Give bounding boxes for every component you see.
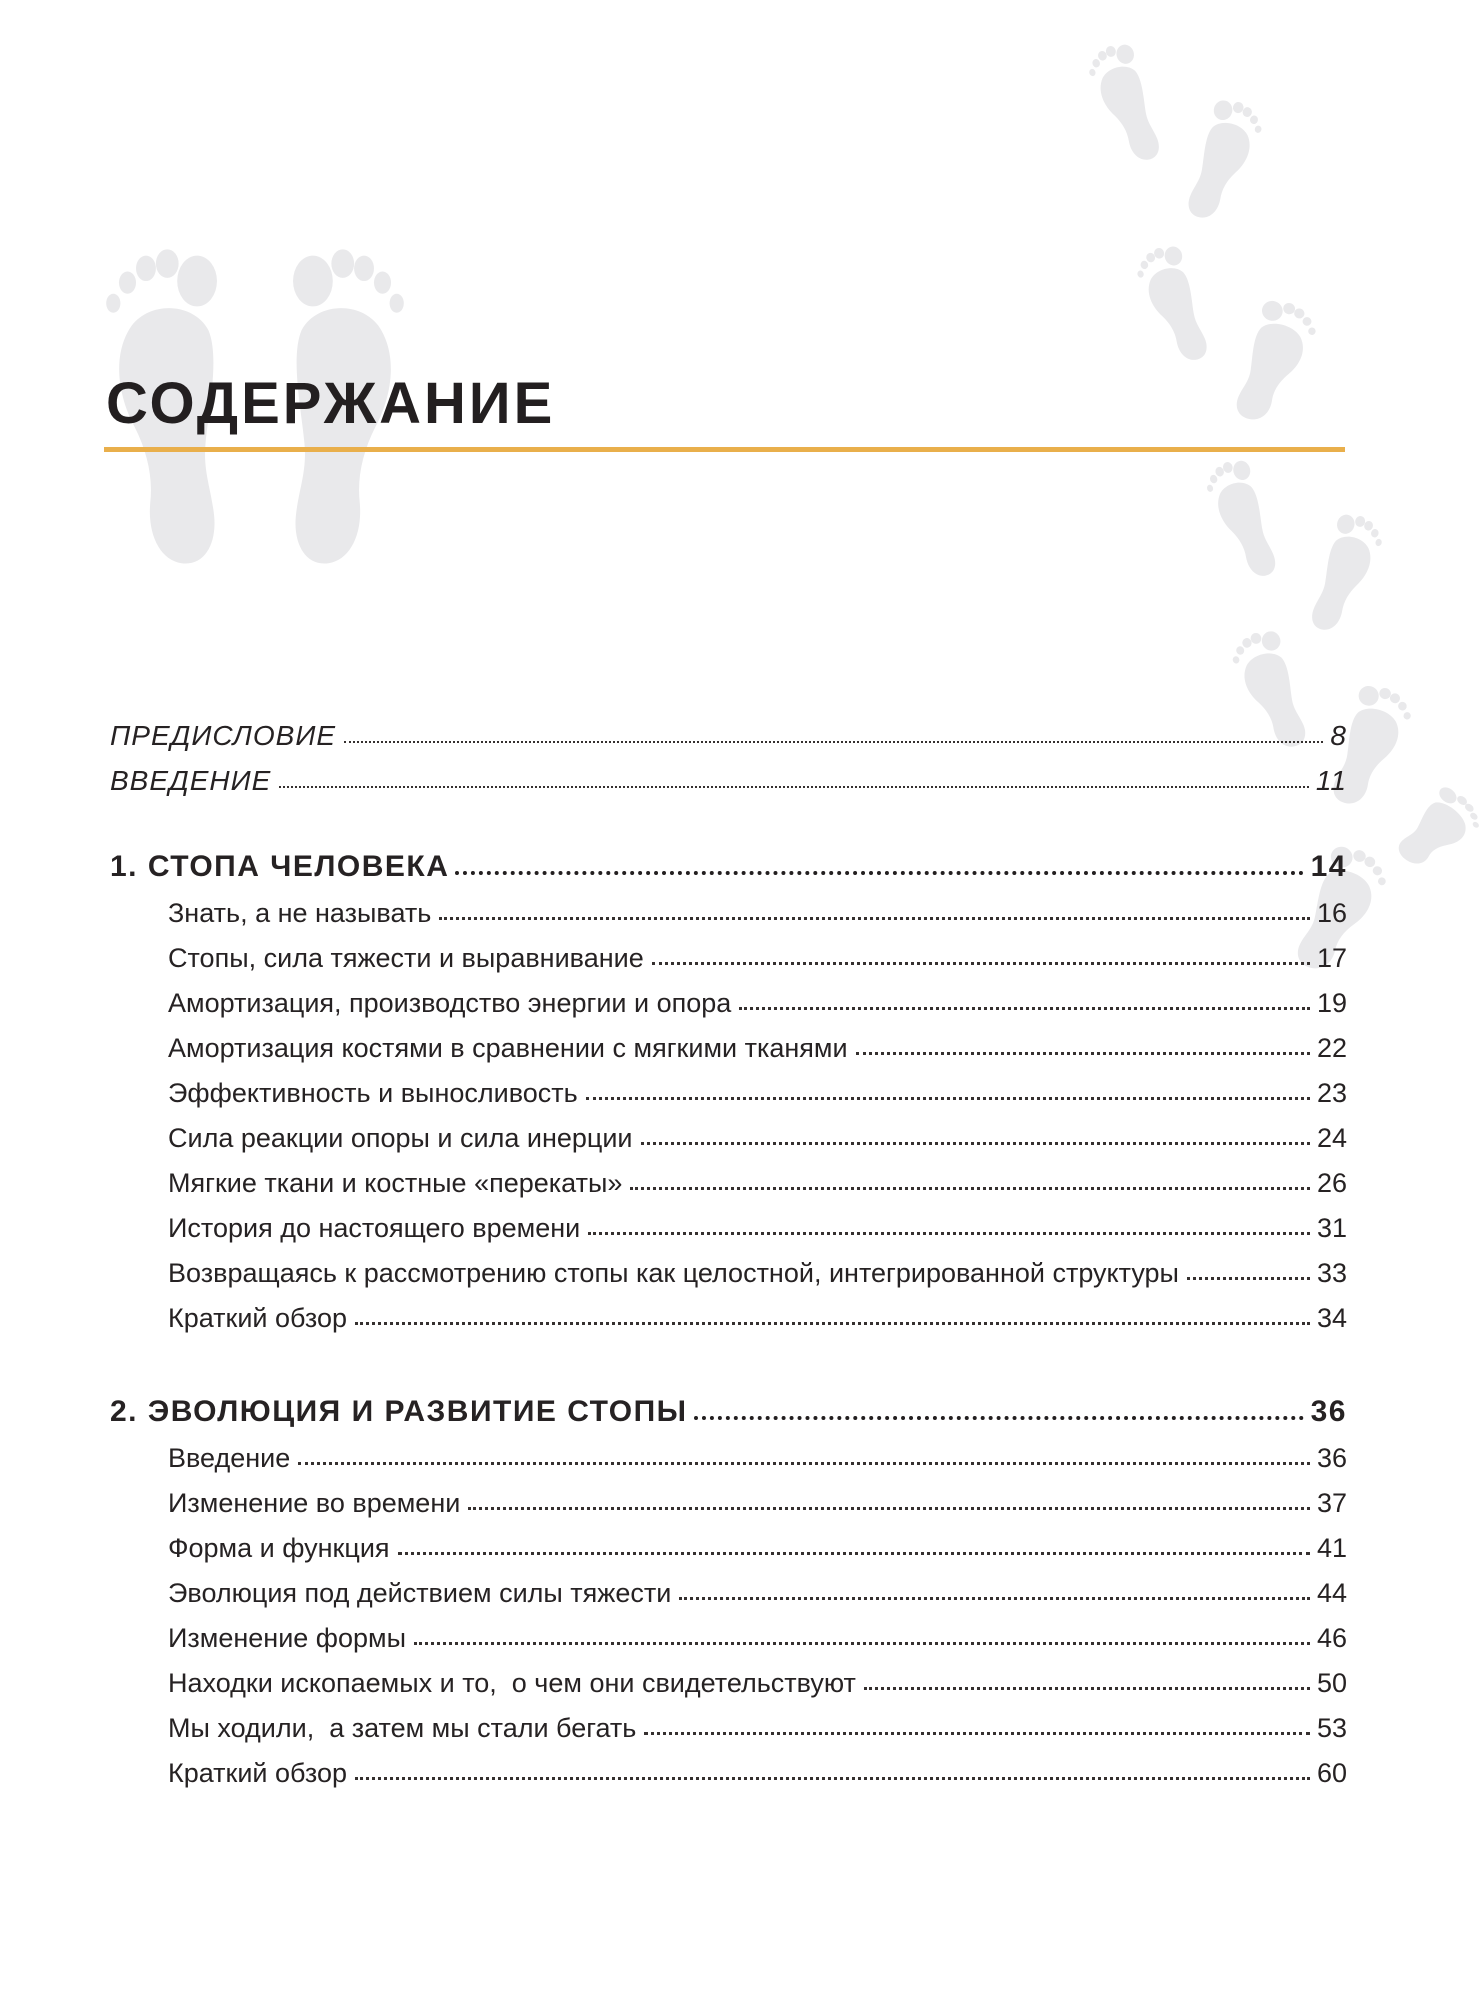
dot-leader (856, 1052, 1310, 1055)
toc-entry (110, 1062, 1347, 1107)
toc-entry-label: Стопы, сила тяжести и выравнивание (168, 943, 644, 973)
footprint-icon (1223, 291, 1329, 433)
toc-entry-page: 31 (1316, 1213, 1347, 1243)
dot-leader (439, 917, 1310, 920)
toc-chapter-label: 1. СТОПА ЧЕЛОВЕКА (110, 850, 450, 883)
toc-entry (110, 1742, 1347, 1787)
toc-entry-label: История до настоящего времени (168, 1213, 581, 1243)
toc-entry-label: Краткий обзор (168, 1303, 348, 1333)
toc-entry-page: 16 (1316, 898, 1347, 928)
footprint-icon (1125, 238, 1218, 372)
dot-leader (414, 1642, 1310, 1645)
toc-entry (110, 1607, 1347, 1652)
toc-entry-label: Знать, а не называть (168, 898, 432, 928)
toc-chapter-1 (110, 837, 1347, 882)
toc-entry-label: Эволюция под действием силы тяжести (168, 1578, 672, 1608)
dot-leader (641, 1142, 1310, 1145)
toc-entry-label: Сила реакции опоры и сила инерции (168, 1123, 633, 1153)
toc-entry-page: 33 (1316, 1258, 1347, 1288)
toc-entry (110, 1427, 1347, 1472)
toc-entry-page: 17 (1316, 943, 1347, 973)
dot-leader (398, 1552, 1310, 1555)
footprint-icon (1386, 776, 1483, 887)
dot-leader (864, 1687, 1310, 1690)
dot-leader (644, 1732, 1310, 1735)
toc-entry-page: 26 (1316, 1168, 1347, 1198)
toc-entry-label: Изменение во времени (168, 1488, 461, 1518)
toc-entry-page: 24 (1316, 1123, 1347, 1153)
toc-entry (110, 1197, 1347, 1242)
toc-entry-page: 44 (1316, 1578, 1347, 1608)
toc-entry (110, 972, 1347, 1017)
toc-entry-page: 50 (1316, 1668, 1347, 1698)
dot-leader (355, 1322, 1310, 1325)
dot-leader (279, 786, 1309, 788)
title-underline (104, 447, 1345, 452)
toc-entry-page: 34 (1316, 1303, 1347, 1333)
toc-entry (110, 1287, 1347, 1332)
toc-entry-label: ВВЕДЕНИЕ (110, 765, 272, 796)
toc-entry-preface (110, 705, 1347, 750)
toc-entry-label: Изменение формы (168, 1623, 407, 1653)
toc-entry (110, 1242, 1347, 1287)
toc-entry-introduction (110, 750, 1347, 795)
toc-entry-label: Мягкие ткани и костные «перекаты» (168, 1168, 623, 1198)
dot-leader (455, 871, 1303, 875)
dot-leader (468, 1507, 1310, 1510)
dot-leader (652, 962, 1310, 965)
toc-entry (110, 1107, 1347, 1152)
toc-entry (110, 1152, 1347, 1197)
toc-entry-page: 53 (1316, 1713, 1347, 1743)
toc-entry-label: ПРЕДИСЛОВИЕ (110, 720, 337, 751)
toc-entry (110, 927, 1347, 972)
toc-entry-page: 22 (1316, 1033, 1347, 1063)
toc-entry (110, 1517, 1347, 1562)
toc-entry-label: Введение (168, 1443, 291, 1473)
footprint-icon (1300, 506, 1394, 642)
footprint-icon (1176, 91, 1274, 230)
page-title: СОДЕРЖАНИЕ (106, 371, 556, 436)
dot-leader (694, 1416, 1304, 1420)
toc-entry-label: Возвращаясь к рассмотрению стопы как целостной, интегрированной структуры (168, 1258, 1179, 1288)
toc-entry-page: 19 (1316, 988, 1347, 1018)
toc-entry (110, 1652, 1347, 1697)
toc-entry (110, 1472, 1347, 1517)
toc-entry (110, 882, 1347, 927)
toc-entry-page: 60 (1316, 1758, 1347, 1788)
toc-entry-page: 36 (1316, 1443, 1347, 1473)
dot-leader (630, 1187, 1310, 1190)
dot-leader (298, 1462, 1310, 1465)
toc-entry-page: 11 (1315, 765, 1347, 796)
toc-entry-label: Амортизация, производство энергии и опора (168, 988, 732, 1018)
dot-leader (355, 1777, 1310, 1780)
dot-leader (586, 1097, 1310, 1100)
toc-entry-label: Форма и функция (168, 1533, 390, 1563)
toc-entry-page: 41 (1316, 1533, 1347, 1563)
toc-entry-label: Эффективность и выносливость (168, 1078, 578, 1108)
dot-leader (739, 1007, 1310, 1010)
table-of-contents (110, 705, 1347, 1787)
dot-leader (1187, 1277, 1310, 1280)
dot-leader (588, 1232, 1310, 1235)
toc-chapter-label: 2. ЭВОЛЮЦИЯ И РАЗВИТИЕ СТОПЫ (110, 1395, 688, 1428)
toc-entry-label: Амортизация костями в сравнении с мягкими тканями (168, 1033, 848, 1063)
toc-entry-label: Находки ископаемых и то, о чем они свидетельствуют (168, 1668, 856, 1698)
footprint-icon (1077, 36, 1171, 172)
toc-chapter-2 (110, 1382, 1347, 1427)
toc-chapter-page: 14 (1310, 850, 1347, 883)
toc-entry (110, 1017, 1347, 1062)
dot-leader (344, 741, 1323, 743)
toc-entry-page: 23 (1316, 1078, 1347, 1108)
dot-leader (679, 1597, 1310, 1600)
toc-entry (110, 1697, 1347, 1742)
toc-entry-page: 37 (1316, 1488, 1347, 1518)
toc-entry-label: Краткий обзор (168, 1758, 348, 1788)
toc-entry-page: 8 (1330, 720, 1347, 751)
toc-entry-label: Мы ходили, а затем мы стали бегать (168, 1713, 637, 1743)
footprint-icon (1195, 452, 1287, 588)
toc-chapter-page: 36 (1310, 1395, 1347, 1428)
toc-entry-page: 46 (1316, 1623, 1347, 1653)
toc-entry (110, 1562, 1347, 1607)
